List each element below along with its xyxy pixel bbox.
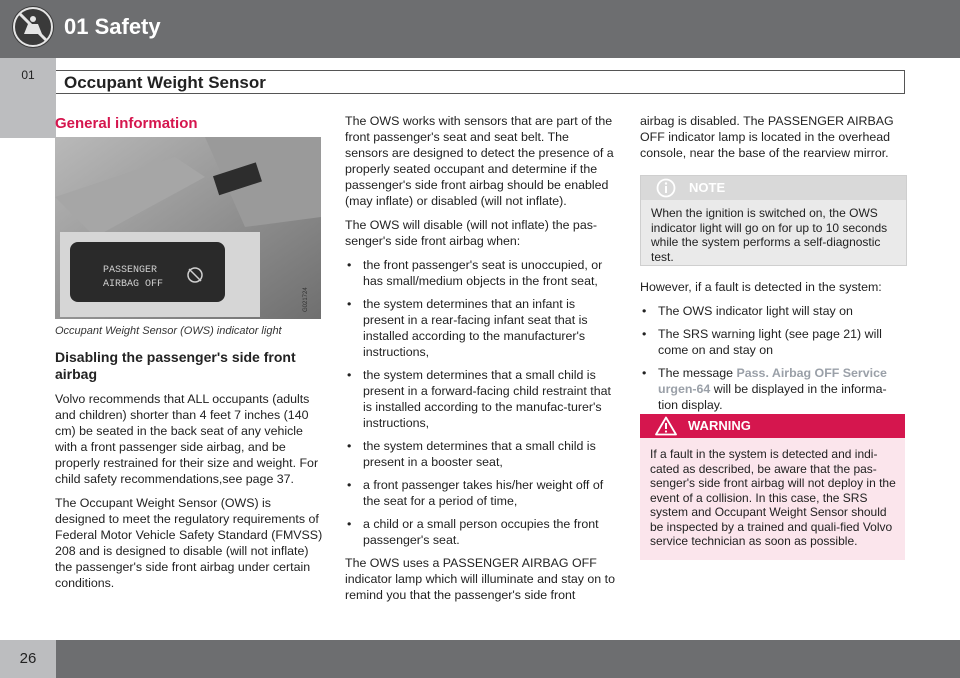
message-prefix: The message <box>658 366 737 380</box>
list-item: • The OWS indicator light will stay on <box>640 303 906 319</box>
disable-conditions-list <box>345 257 615 548</box>
warning-triangle-icon <box>655 416 677 441</box>
warning-header <box>640 414 905 438</box>
list-item: • the system determines that an infant is present in a rear-facing infant seat that is installed according to the manufacturer's instructions, <box>345 296 615 360</box>
error-message-text: Pass. Airbag OFF Service urgen-64 <box>658 366 887 396</box>
right-paragraph-2: However, if a fault is detected in the system: <box>640 280 882 294</box>
disabling-airbag-heading: Disabling the passenger's side front airbag <box>55 349 296 382</box>
fault-list <box>640 303 906 413</box>
panel-text-passenger: PASSENGER <box>103 265 158 276</box>
info-icon <box>656 178 676 203</box>
list-item <box>640 365 906 413</box>
note-title: NOTE <box>689 180 726 195</box>
footer-bar <box>0 640 960 678</box>
page-number: 26 <box>19 650 37 667</box>
warning-body: If a fault in the system is detected and indi-cated as described, be aware that the pas-senger's side front airbag will not deploy in the event of a collision. In this case, the SRS system and Occupant Weight Sensor should be inspected by a trained and quali-fied Volvo service technician as soon as possible. <box>650 447 896 548</box>
chapter-number: 01 <box>21 68 35 82</box>
middle-paragraph-2: The OWS will disable (will not inflate) the pas-senger's side front airbag when: <box>345 218 598 248</box>
list-item: • the system determines that a small child is present in a booster seat, <box>345 438 615 470</box>
list-item: • The SRS warning light (see page 21) will come on and stay on <box>640 326 906 358</box>
list-item: • a child or a small person occupies the front passenger's seat. <box>345 516 615 548</box>
left-column-body <box>55 323 323 599</box>
section-title: Occupant Weight Sensor <box>64 73 266 92</box>
left-paragraph-2: The Occupant Weight Sensor (OWS) is designed to meet the regulatory requirements of Federal Motor Vehicle Safety Standard (FMVSS) 208 and is designed to disable (will not inflate) the passenger's side front airbag under certain conditions. <box>55 496 323 590</box>
image-code: G021724 <box>303 287 309 312</box>
warning-box <box>640 414 905 560</box>
left-column <box>55 116 323 132</box>
chapter-title: 01 Safety <box>64 14 161 39</box>
ows-indicator-photo <box>55 137 321 319</box>
note-header <box>641 176 906 200</box>
general-information-heading: General information <box>55 115 198 132</box>
right-column <box>640 113 906 169</box>
right-column-fault <box>640 279 906 420</box>
no-child-seat-icon <box>12 6 54 48</box>
list-item: • the front passenger's seat is unoccupied, or has small/medium objects in the front seat, <box>345 257 615 289</box>
middle-column <box>345 113 615 611</box>
note-box <box>640 175 907 266</box>
left-paragraph-1: Volvo recommends that ALL occupants (adults and children) shorter than 4 feet 7 inches (140 cm) be seated in the back seat of any vehicle with a front passenger side airbag, and be properly restrained for their size and weight. For child safety recommendations,see page 37. <box>55 392 319 486</box>
list-item: • the system determines that a small child is present in a forward-facing child restraint that is installed according to the manufac-turer's instructions, <box>345 367 615 431</box>
middle-paragraph-3: The OWS uses a PASSENGER AIRBAG OFF indicator lamp which will illuminate and stay on to remind you that the passenger's side front <box>345 556 615 602</box>
warning-title: WARNING <box>688 418 751 433</box>
panel-text-airbag-off: AIRBAG OFF <box>103 279 164 290</box>
note-body: When the ignition is switched on, the OWS indicator light will go on for up to 10 seconds while the system performs a self-diagnostic test. <box>651 206 888 264</box>
image-caption: Occupant Weight Sensor (OWS) indicator light <box>55 325 282 337</box>
middle-paragraph-1: The OWS works with sensors that are part of the front passenger's seat and seat belt. The sensors are designed to detect the presence of a properly seated occupant and determine if the passenger's side front airbag should be enabled (may inflate) or disabled (will not inflate). <box>345 114 614 208</box>
list-item: • a front passenger takes his/her weight off of the seat for a period of time, <box>345 477 615 509</box>
right-paragraph-1: airbag is disabled. The PASSENGER AIRBAG OFF indicator lamp is located in the overhead console, near the base of the rearview mirror. <box>640 114 894 160</box>
message-suffix: will be displayed in the informa-tion display. <box>658 382 887 412</box>
